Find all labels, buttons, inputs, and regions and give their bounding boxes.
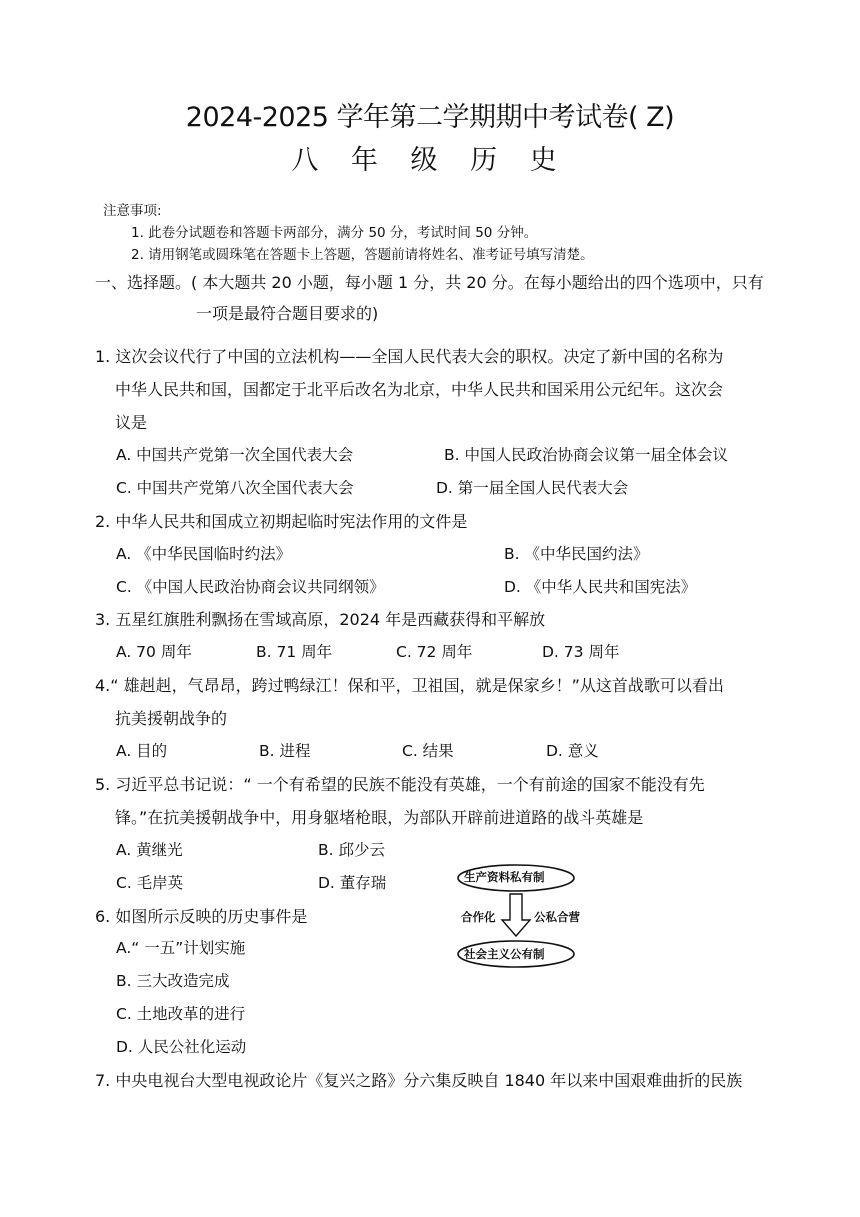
- q1-stem-line3: 议是: [115, 413, 148, 432]
- q1-option-a: A. 中国共产党第一次全国代表大会: [116, 446, 354, 464]
- q3-option-c: C. 72 周年: [396, 643, 473, 661]
- diagram-left-label: 合作化: [461, 910, 496, 924]
- notes-item-2: 2. 请用钢笔或圆珠笔在答题卡上答题，答题前请将姓名、准考证号填写清楚。: [131, 247, 594, 263]
- q1-option-b: B. 中国人民政治协商会议第一届全体会议: [444, 446, 728, 464]
- diagram-top-label: 生产资料私有制: [464, 870, 545, 884]
- q5-stem-line1: 5. 习近平总书记说：“ 一个有希望的民族不能没有英雄，一个有前途的国家不能没有先: [95, 775, 705, 794]
- q2-option-a: A. 《中华民国临时约法》: [116, 545, 292, 563]
- q6-option-a: A.“ 一五”计划实施: [116, 939, 246, 957]
- q3-option-d: D. 73 周年: [542, 643, 620, 661]
- subject-title: 八 年 级 历 史: [291, 145, 569, 176]
- q1-option-c: C. 中国共产党第八次全国代表大会: [116, 479, 354, 497]
- notes-heading: 注意事项:: [103, 203, 162, 219]
- q5-option-d: D. 董存瑞: [318, 874, 387, 892]
- q4-option-d: D. 意义: [546, 742, 599, 760]
- q4-option-c: C. 结果: [402, 742, 454, 760]
- q5-option-c: C. 毛岸英: [116, 874, 184, 892]
- q4-option-a: A. 目的: [116, 742, 168, 760]
- q5-option-a: A. 黄继光: [116, 841, 183, 859]
- q4-stem-line2: 抗美援朝战争的: [115, 709, 228, 728]
- q7-stem: 7. 中央电视台大型电视政论片《复兴之路》分六集反映自 1840 年以来中国艰难曲折的民族: [95, 1071, 743, 1090]
- q1-stem-line1: 1. 这次会议代行了中国的立法机构——全国人民代表大会的职权。决定了新中国的名称为: [95, 347, 724, 366]
- section-header-line1: 一、选择题。( 本大题共 20 小题，每小题 1 分，共 20 分。在每小题给出的四个选项中，只有: [95, 273, 764, 292]
- q1-stem-line2: 中华人民共和国，国都定于北平后改名为北京，中华人民共和国采用公元纪年。这次会: [115, 380, 724, 399]
- notes-item-1: 1. 此卷分试题卷和答题卡两部分，满分 50 分，考试时间 50 分钟。: [131, 225, 538, 241]
- q6-stem: 6. 如图所示反映的历史事件是: [95, 907, 308, 926]
- q6-option-c: C. 土地改革的进行: [116, 1005, 246, 1023]
- q6-option-b: B. 三大改造完成: [116, 972, 230, 990]
- q5-stem-line2: 锋。”在抗美援朝战争中，用身躯堵枪眼，为部队开辟前进道路的战斗英雄是: [115, 808, 644, 827]
- diagram-down-arrow: [502, 894, 530, 936]
- q4-option-b: B. 进程: [259, 742, 311, 760]
- q3-stem: 3. 五星红旗胜利飘扬在雪域高原，2024 年是西藏获得和平解放: [95, 610, 546, 629]
- q1-option-d: D. 第一届全国人民代表大会: [436, 479, 629, 497]
- ownership-diagram: [450, 862, 590, 970]
- q3-option-b: B. 71 周年: [256, 643, 333, 661]
- q2-option-b: B. 《中华民国约法》: [504, 545, 649, 563]
- q2-option-c: C. 《中国人民政治协商会议共同纲领》: [116, 578, 385, 596]
- diagram-bottom-label: 社会主义公有制: [464, 947, 545, 961]
- q2-stem: 2. 中华人民共和国成立初期起临时宪法作用的文件是: [95, 512, 468, 531]
- exam-title: 2024-2025 学年第二学期期中考试卷( Z): [185, 102, 675, 133]
- section-header-line2: 一项是最符合题目要求的): [196, 304, 379, 323]
- diagram-right-label: 公私合营: [534, 910, 580, 924]
- q4-stem-line1: 4.“ 雄赳赳，气昂昂，跨过鸭绿江！保和平，卫祖国，就是保家乡！”从这首战歌可以看出: [95, 676, 724, 695]
- q3-option-a: A. 70 周年: [116, 643, 192, 661]
- q6-option-d: D. 人民公社化运动: [116, 1038, 247, 1056]
- q5-option-b: B. 邱少云: [318, 841, 385, 859]
- q2-option-d: D. 《中华人民共和国宪法》: [504, 578, 697, 596]
